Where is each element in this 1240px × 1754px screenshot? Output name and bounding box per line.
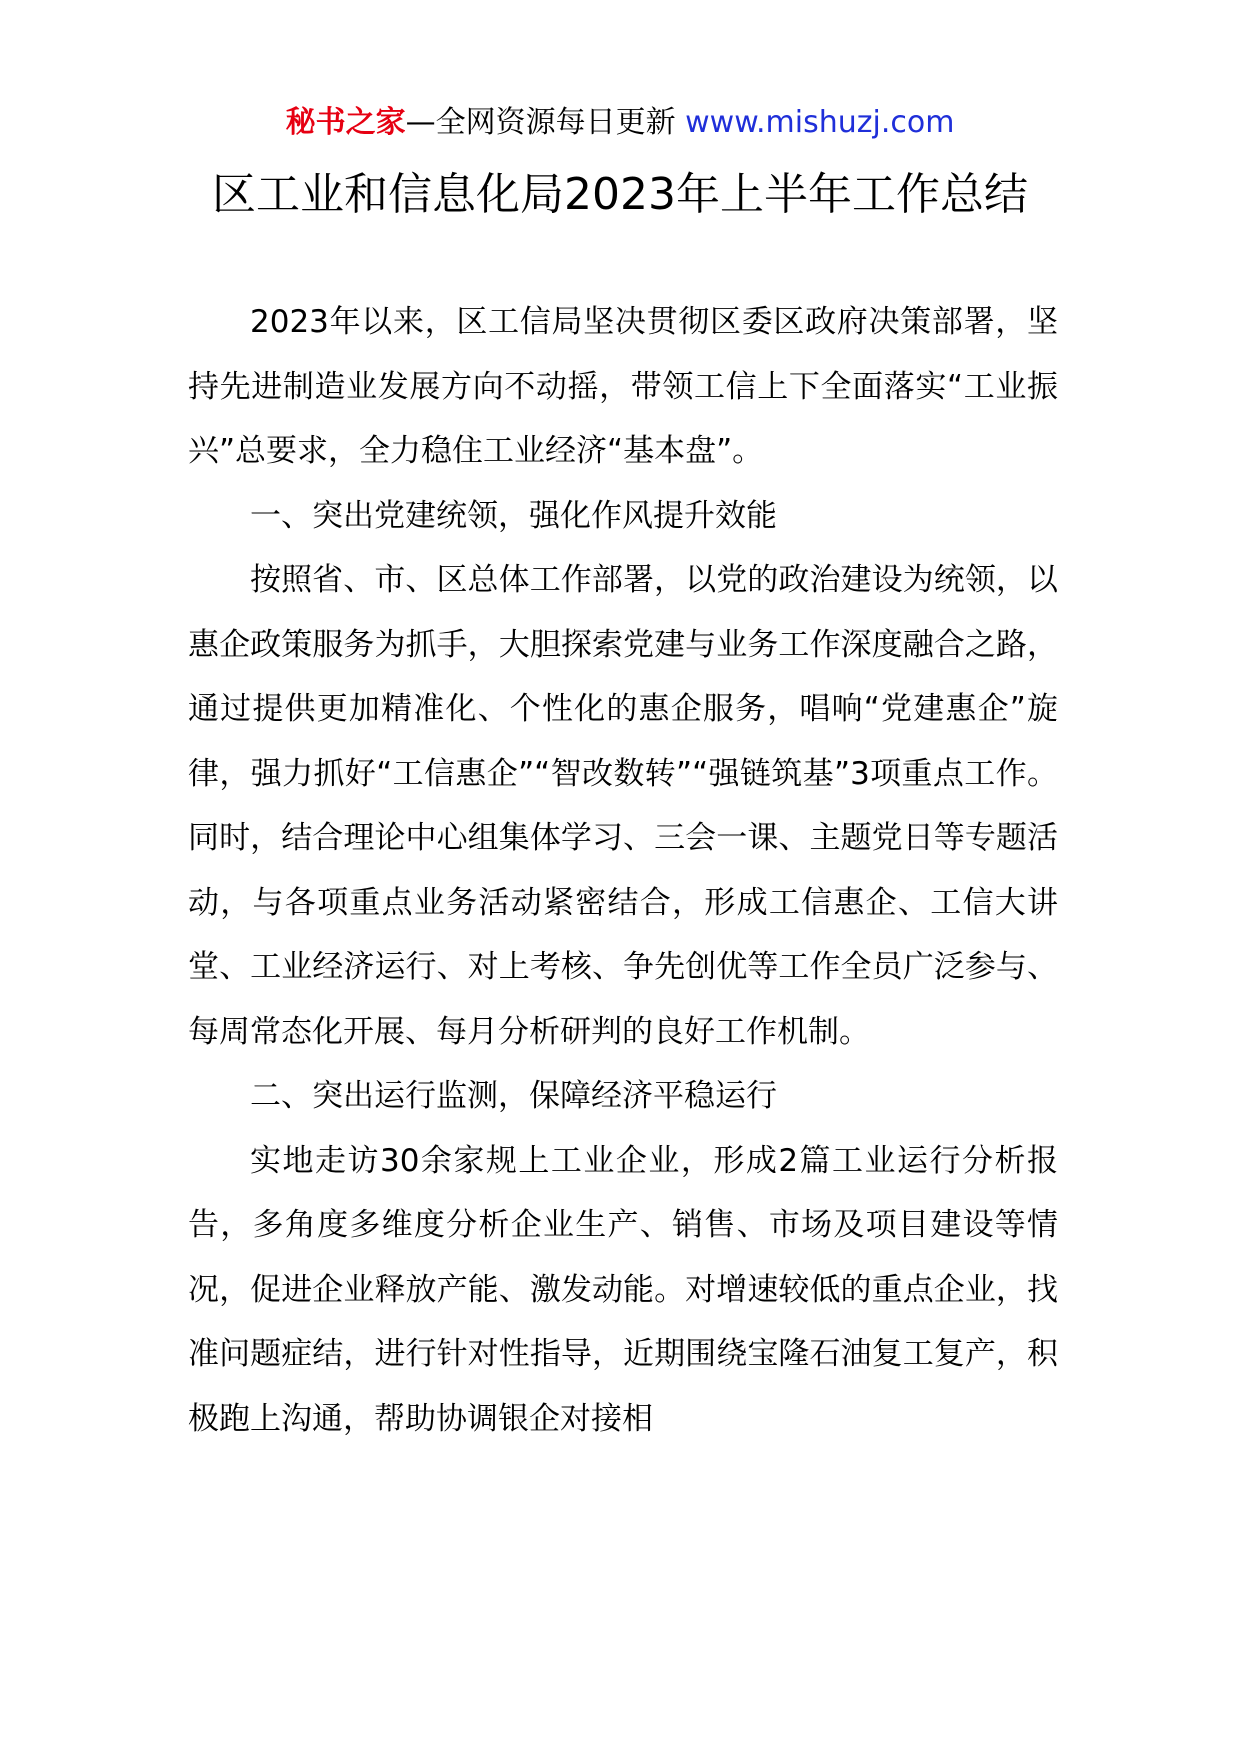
site-tagline: —全网资源每日更新 [405,105,676,140]
document-title: 区工业和信息化局2023年上半年工作总结 [212,169,1028,220]
section-2-heading: 二、突出运行监测，保障经济平稳运行 [250,1078,777,1114]
site-url-link[interactable]: www.mishuzj.com [685,105,955,140]
section-1-paragraph: 按照省、市、区总体工作部署，以党的政治建设为统领，以惠企政策服务为抓手，大胆探索党建与业务工作深度融合之路，通过提供更加精准化、个性化的惠企服务，唱响“党建惠企”旋律，强力抓好“工信惠企”“智改数转”“强链筑基”3项重点工作。同时，结合理论中心组集体学习、三会一课、主题党日等专题活动，与各项重点业务活动紧密结合，形成工信惠企、工信大讲堂、工业经济运行、对上考核、争先创优等工作全员广泛参与、每周常态化开展、每月分析研判的良好工作机制。 [188,562,1058,1050]
intro-paragraph: 2023年以来，区工信局坚决贯彻区委区政府决策部署，坚持先进制造业发展方向不动摇，带领工信上下全面落实“工业振兴”总要求，全力稳住工业经济“基本盘”。 [188,304,1058,469]
section-1-heading: 一、突出党建统领，强化作风提升效能 [250,497,777,534]
site-brand: 秘书之家 [285,105,406,140]
section-2-paragraph: 实地走访30余家规上工业企业，形成2篇工业运行分析报告，多角度多维度分析企业生产、销售、市场及项目建设等情况，促进企业释放产能、激发动能。对增速较低的重点企业，找准问题症结，进行针对性指导，近期围绕宝隆石油复工复产，积极跑上沟通，帮助协调银企对接相 [188,1142,1058,1437]
document-body [188,290,1058,1451]
site-header [0,100,1240,146]
